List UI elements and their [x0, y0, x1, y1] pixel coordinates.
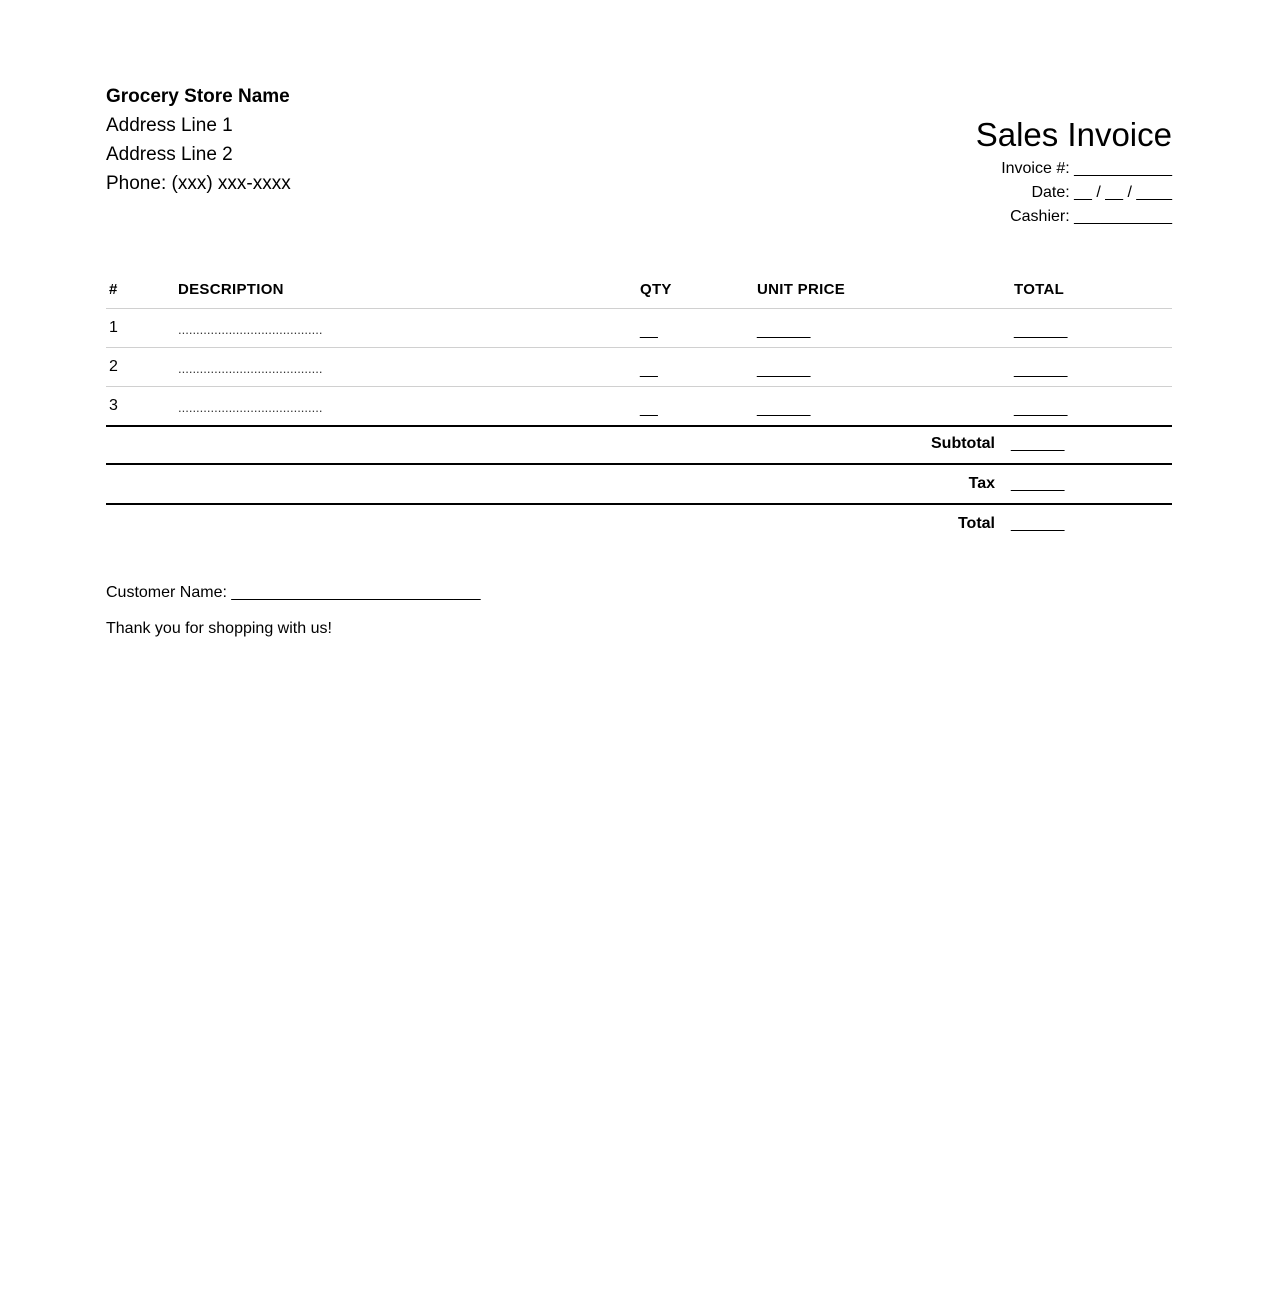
unit-price-blank: ______ — [757, 361, 811, 378]
row-description — [178, 387, 640, 427]
store-phone: Phone: (xxx) xxx-xxxx — [106, 173, 291, 194]
invoice-footer — [106, 584, 481, 638]
row-unit-price — [757, 387, 1014, 427]
table-row — [106, 348, 1172, 387]
row-qty — [640, 387, 757, 427]
qty-blank: __ — [640, 322, 658, 339]
totals-section — [106, 425, 1172, 543]
col-header-unit-price: UNIT PRICE — [757, 270, 1014, 309]
description-blank: ........................................ — [178, 361, 323, 376]
total-blank: ______ — [1014, 361, 1068, 378]
row-total — [1014, 309, 1172, 348]
col-header-number: # — [106, 270, 178, 309]
address-line-1: Address Line 1 — [106, 115, 233, 136]
invoice-number-field: Invoice #: ___________ — [1001, 160, 1172, 177]
total-value: ______ — [1011, 515, 1065, 532]
row-number: 1 — [106, 309, 178, 348]
row-unit-price — [757, 348, 1014, 387]
subtotal-label: Subtotal — [931, 435, 995, 452]
unit-price-blank: ______ — [757, 400, 811, 417]
invoice-cashier-field: Cashier: ___________ — [1010, 208, 1172, 225]
row-number: 3 — [106, 387, 178, 427]
description-blank: ........................................ — [178, 400, 323, 415]
total-blank: ______ — [1014, 322, 1068, 339]
row-total — [1014, 387, 1172, 427]
description-blank: ........................................ — [178, 322, 323, 337]
qty-blank: __ — [640, 400, 658, 417]
row-total — [1014, 348, 1172, 387]
store-info — [106, 86, 291, 195]
tax-value: ______ — [1011, 475, 1065, 492]
subtotal-value: ______ — [1011, 435, 1065, 452]
address-line-2: Address Line 2 — [106, 144, 233, 165]
unit-price-blank: ______ — [757, 322, 811, 339]
items-table — [106, 270, 1172, 427]
subtotal-row — [106, 425, 1172, 465]
table-row — [106, 309, 1172, 348]
table-row — [106, 387, 1172, 427]
invoice-date-field: Date: __ / __ / ____ — [1031, 184, 1172, 201]
total-label: Total — [957, 515, 995, 532]
total-row — [106, 505, 1172, 543]
total-blank: ______ — [1014, 400, 1068, 417]
col-header-description: DESCRIPTION — [178, 270, 640, 309]
tax-label: Tax — [968, 475, 995, 492]
tax-row — [106, 465, 1172, 505]
row-number: 2 — [106, 348, 178, 387]
row-unit-price — [757, 309, 1014, 348]
row-qty — [640, 309, 757, 348]
invoice-title: Sales Invoice — [975, 116, 1172, 153]
col-header-total: TOTAL — [1014, 270, 1172, 309]
col-header-qty: QTY — [640, 270, 757, 309]
customer-name-field: Customer Name: ____________________________ — [106, 584, 481, 601]
qty-blank: __ — [640, 361, 658, 378]
store-name: Grocery Store Name — [106, 86, 290, 107]
table-header-row — [106, 270, 1172, 309]
thank-you-message: Thank you for shopping with us! — [106, 620, 332, 637]
invoice-header — [976, 116, 1172, 226]
row-description — [178, 309, 640, 348]
row-qty — [640, 348, 757, 387]
row-description — [178, 348, 640, 387]
